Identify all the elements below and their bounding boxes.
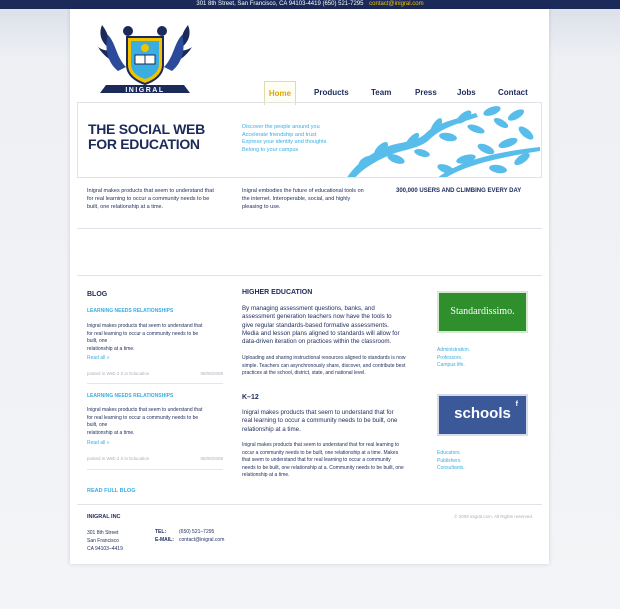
standardissimo-caption: Administration. Professors. Campus life. — [437, 347, 471, 368]
k12-heading: K–12 — [242, 394, 259, 401]
hero-banner — [77, 102, 542, 178]
nav-home[interactable]: Home — [264, 81, 296, 105]
standardissimo-label: Standardissimo. — [450, 306, 515, 317]
intro-text-2: Inigral embodies the future of educational tools on the internet. Interoperable, social, and highly pleasing to use. — [242, 188, 364, 210]
post-separator — [87, 469, 223, 470]
svg-text:INIGRAL: INIGRAL — [125, 87, 165, 94]
leaf-illustration — [326, 103, 541, 178]
divider — [77, 275, 542, 276]
post-date: 08/08/2008 — [200, 456, 223, 461]
email-label: E-MAIL: — [155, 537, 174, 543]
post-excerpt: Inigral makes products that seem to understand that for real learning to occur a community needs to be built, one relationship at a time. — [87, 407, 203, 436]
k12-body: Inigral makes products that seem to understand that for real learning to occur a community needs to be built, one relationship at a time. Makes that seem to understand that for real learning to occur a community needs to be built, one relationship at a. Community needs to be built, one relationship at a time. — [242, 442, 404, 478]
tel-value: (650) 521–7295 — [179, 529, 215, 535]
top-contact-bar — [0, 0, 620, 9]
nav-products[interactable]: Products — [314, 88, 349, 97]
copyright: © 2008 inigral.com. All Rights reserved. — [454, 514, 533, 519]
post-title-link[interactable]: LEARNING NEEDS RELATIONSHIPS — [87, 308, 174, 314]
nav-press[interactable]: Press — [415, 88, 437, 97]
standardissimo-tile[interactable] — [437, 291, 528, 333]
schools-tile[interactable] — [437, 394, 528, 436]
schools-label: schools — [454, 405, 511, 422]
read-all-link[interactable]: Read all » — [87, 440, 110, 446]
nav-team[interactable]: Team — [371, 88, 392, 97]
blog-heading: BLOG — [87, 291, 108, 298]
footer-address: 301 8th Street San Francisco CA 94103–4419 — [87, 530, 123, 552]
k12-lead: Inigral makes products that seem to understand that for real learning to occur a community needs to be built, one relationship at a time. — [242, 409, 398, 433]
intro-text-1: Inigral makes products that seem to understand that for real learning to occur a community needs to be built, one relationship at a time. — [87, 188, 214, 210]
hero-tagline: Discover the people around you Accelerate friendship and trust Express your identity and thoughts Belong to your campus — [242, 124, 327, 153]
higher-education-heading: HIGHER EDUCATION — [242, 289, 313, 296]
topbar-email-link[interactable]: contact@inigral.com — [369, 1, 424, 7]
post-meta: posted in Web 2.0 in Education 08/08/2008 — [87, 371, 223, 376]
nav-jobs[interactable]: Jobs — [457, 88, 476, 97]
post-meta: posted in Web 2.0 in Education 08/08/2008 — [87, 456, 223, 461]
schools-caption: Educators. Publishers. Consultants. — [437, 450, 465, 471]
post-separator — [87, 383, 223, 384]
footer-divider — [77, 504, 542, 505]
higher-education-lead: By managing assessment questions, banks, and assessment generation teachers now have the tools to give regular standards-based formative assessments. Media and lesson plans aligned to standards will allow for data-driven iteration on practices within the classroom. — [242, 305, 400, 346]
tel-label: TEL: — [155, 529, 167, 535]
topbar-address: 301 8th Street, San Francisco, CA 94103-4419 (650) 521-7295 — [196, 1, 364, 7]
post-date: 08/08/2008 — [200, 371, 223, 376]
crest-icon — [92, 17, 198, 101]
post-title-link[interactable]: LEARNING NEEDS RELATIONSHIPS — [87, 393, 174, 399]
footer-company: INIGRAL INC — [87, 514, 121, 520]
divider — [77, 228, 542, 229]
facebook-icon: f — [515, 401, 518, 408]
hero-headline: THE SOCIAL WEB FOR EDUCATION — [88, 121, 205, 152]
users-stat: 300,000 USERS AND CLIMBING EVERY DAY — [396, 188, 522, 194]
read-full-blog-link[interactable]: READ FULL BLOG — [87, 488, 136, 494]
post-excerpt: Inigral makes products that seem to understand that for real learning to occur a community needs to be built, one relationship at a time. — [87, 323, 203, 352]
read-all-link[interactable]: Read all » — [87, 355, 110, 361]
footer-email-link[interactable]: contact@inigral.com — [179, 537, 225, 543]
nav-contact[interactable]: Contact — [498, 88, 528, 97]
higher-education-body: Uploading and sharing instructional resources aligned to standards is now simple. Teachers can asynchronously share, discover, and contribute best practices at the school, district, state, and national level. — [242, 355, 406, 376]
page-container — [70, 9, 549, 564]
inigral-logo[interactable] — [92, 17, 198, 101]
